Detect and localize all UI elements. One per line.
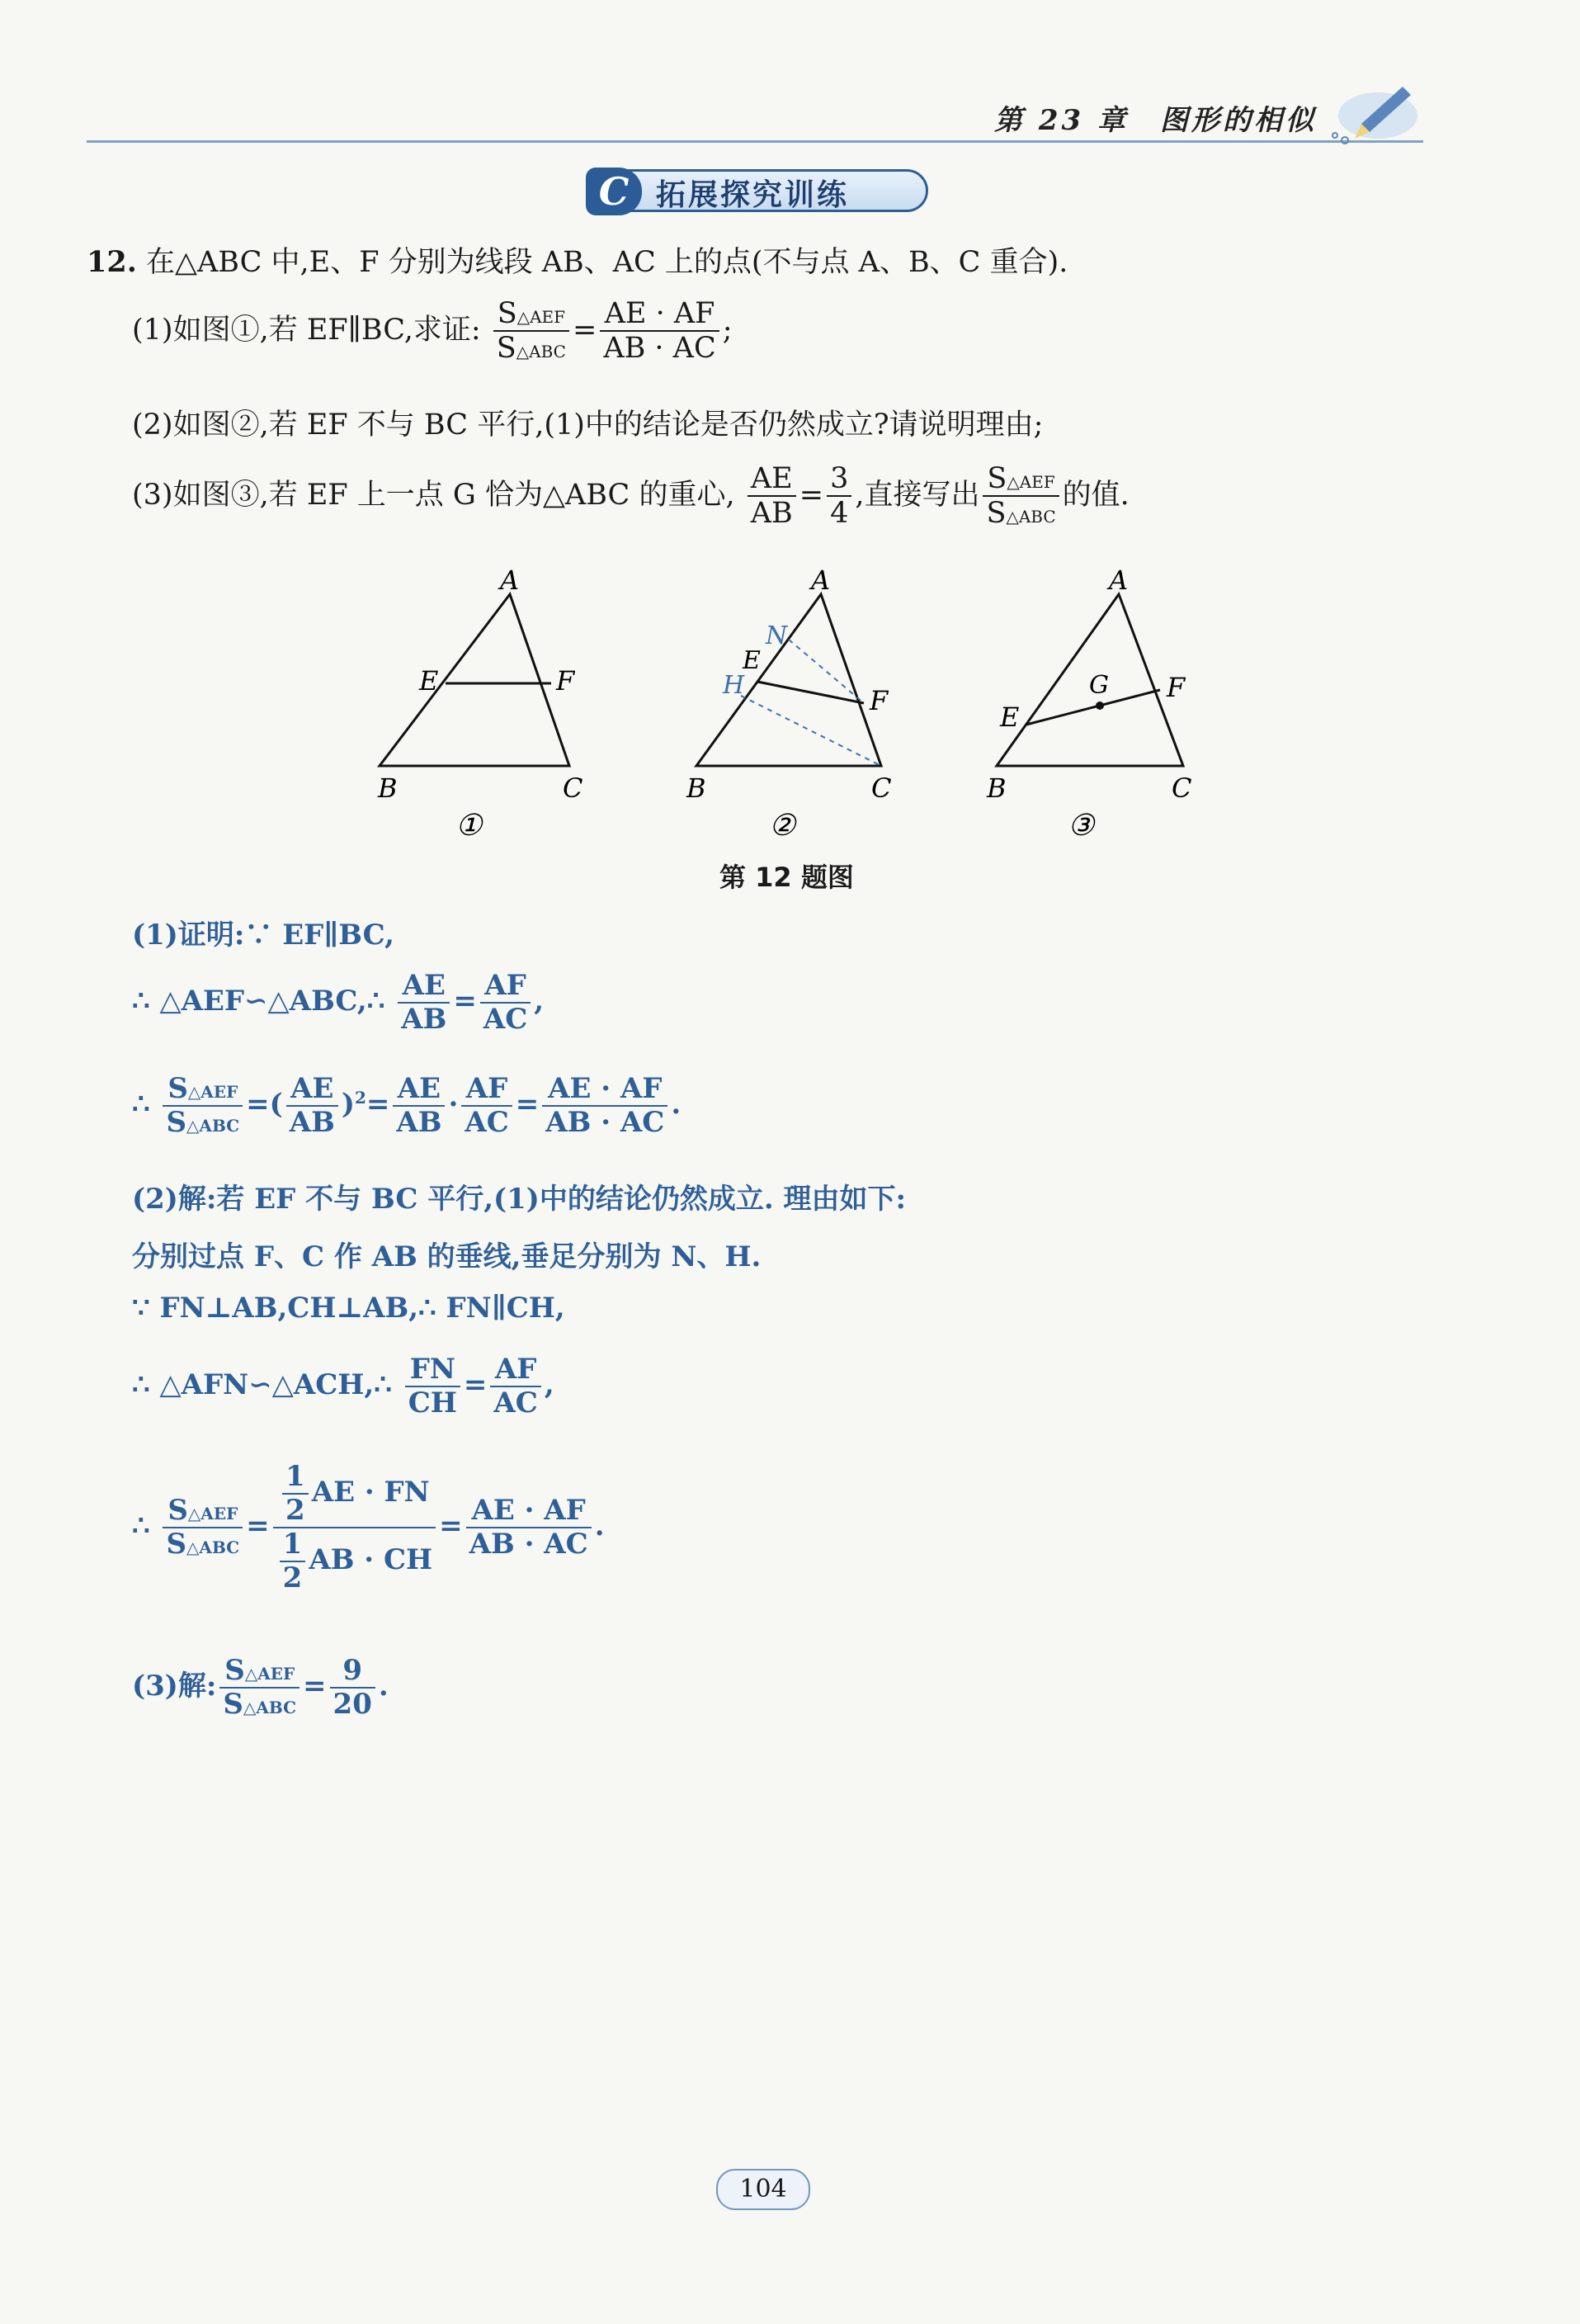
label-b: B [686,772,706,804]
part2-statement: (2)如图②,若 EF 不与 BC 平行,(1)中的结论是否仍然成立?请说明理由; [132,409,1044,442]
fraction-numerator: 1 [280,1528,306,1562]
figure-number-2: ② [769,809,796,843]
fraction-denominator: 20 [333,1688,372,1722]
figure-number-3: ③ [1068,809,1095,843]
header-rule [87,140,1423,143]
label-e: E [1000,701,1020,733]
fraction-denominator: 4 [830,497,849,531]
area-ratio-fraction [163,1495,243,1561]
chapter-header: 第 23 章 图形的相似 [994,104,1317,137]
part1-prefix: (1)如图①,若 EF∥BC,求证: [132,313,481,347]
figure-2 [686,564,891,843]
s-subscript: △ABC [186,1116,240,1136]
label-c: C [563,772,583,804]
s-letter: S [497,297,517,330]
fraction-numerator: AE [398,970,450,1004]
section-badge: C [586,168,642,215]
s-letter: S [496,332,516,366]
figure-caption: 第 12 题图 [719,862,854,893]
label-c: C [871,772,892,804]
fraction [393,1073,445,1139]
label-g: G [1089,671,1109,700]
answer-1-line-1: (1)证明:∵ EF∥BC, [132,919,394,952]
label-b: B [987,772,1007,804]
fraction-denominator: AB [289,1106,335,1140]
fraction-numerator: AF [461,1073,512,1107]
part1-lhs-fraction [493,297,569,366]
perpendicular-fn [789,640,864,703]
s-letter: S [166,1106,187,1140]
s-letter: S [224,1654,245,1687]
fraction-denominator: AB [401,1003,447,1037]
half-fraction [282,1461,309,1527]
numerator-tail: AE · FN [311,1476,430,1509]
fraction-denominator: AC [465,1106,509,1140]
line-prefix: ∴ △AFN∽△ACH,∴ [132,1368,392,1402]
fraction-denominator: 2 [285,1494,305,1528]
s-letter: S [166,1528,187,1561]
line-prefix: ∴ △AEF∽△ABC,∴ [132,985,385,1018]
fraction-numerator: AE [393,1073,445,1107]
s-subscript: △AEF [187,1504,238,1524]
s-letter: S [223,1688,243,1722]
answer-value-fraction [330,1655,375,1721]
answer-2-line-5: ∴ $\frac{\text{S△AEF}}{\text{S△ABC}}$ = $\frac{1}{2}$ AE · FN $\frac{1}{2}$ AB · CH = $\frac{AE \cdot AF}{AB \cdot AC}$ . [132,1460,605,1595]
label-c: C [1172,772,1192,804]
part1-rhs-fraction [600,297,719,366]
answer-2-line-1: (2)解:若 EF 不与 BC 平行,(1)中的结论仍然成立. 理由如下: [132,1183,907,1216]
fraction-numerator: AE · AF [466,1495,592,1528]
denominator-tail: AB · CH [309,1543,433,1577]
compound-fraction [273,1461,436,1594]
line-prefix: ∴ [132,1088,150,1122]
part3-prefix: (3)如图③,若 EF 上一点 G 恰为△ABC 的重心, [132,478,735,512]
problem-stem: 在△ABC 中,E、F 分别为线段 AB、AC 上的点(不与点 A、B、C 重合). [146,246,1068,279]
s-letter: S [986,497,1007,531]
answer-2-line-2: 分别过点 F、C 作 AB 的垂线,垂足分别为 N、H. [132,1240,762,1273]
fraction-denominator: AC [493,1386,538,1420]
fraction-denominator: AB [396,1106,442,1140]
fraction-denominator: AB [750,497,793,531]
s-subscript: △AEF [516,307,566,327]
line-prefix: (3)解: [132,1670,217,1703]
fraction-denominator: AB · AC [603,332,716,366]
label-a: A [500,564,520,596]
s-subscript: △AEF [244,1664,295,1684]
problem-number: 12. [87,245,137,279]
pencil-decoration-icon [1328,66,1427,149]
label-f: F [1167,672,1186,703]
label-a: A [1109,564,1129,596]
area-ratio-fraction [163,1073,243,1139]
fraction [398,970,450,1036]
s-subscript: △AEF [187,1082,238,1102]
exponent: 2 [354,1087,366,1108]
answer-1-line-3: ∴ $\frac{\text{S△AEF}}{\text{S△ABC}}$ =( $\frac{AE}{AB}$ )$^2$= $\frac{AE}{AB}$ · $\frac{AF}{AC}$ = $\frac{AE \cdot AF}{AB \cdot AC}$ . [132,1072,682,1140]
part3-ratio-fraction [748,462,796,531]
s-subscript: △ABC [186,1538,240,1558]
label-f: F [556,665,575,697]
fraction-numerator: FN [405,1353,460,1387]
label-n: N [766,621,788,650]
part3-area-fraction [983,462,1059,531]
fraction [466,1495,592,1561]
fraction-numerator: 1 [282,1461,309,1495]
fraction-numerator: AE [748,462,796,497]
fraction-numerator: AE [286,1073,338,1107]
fraction-denominator: 2 [282,1561,303,1595]
answer-2-line-3: ∵ FN⊥AB,CH⊥AB,∴ FN∥CH, [132,1292,565,1325]
fraction-numerator: 9 [330,1655,375,1689]
label-f: F [870,685,889,716]
fraction [461,1073,512,1139]
fraction [490,1353,540,1419]
s-subscript: △ABC [516,342,566,362]
area-ratio-fraction [219,1655,299,1721]
centroid-g [1096,701,1104,710]
label-e: E [419,665,439,697]
label-h: H [723,671,745,700]
answer-2-line-4: ∴ △AFN∽△ACH,∴ $\frac{FN}{CH}$ = $\frac{AF}{AC}$ , [132,1353,554,1420]
fraction-denominator: AB · AC [469,1528,588,1561]
fraction-denominator: AC [483,1003,528,1037]
figures-group [347,561,1254,858]
part3-suffix: 的值. [1062,478,1130,512]
half-fraction [280,1528,306,1594]
figure-1 [377,564,582,843]
fraction-numerator: AE · AF [542,1073,667,1107]
figure-number-1: ① [455,809,483,843]
part1-statement: (1)如图①,若 EF∥BC,求证: $\frac{\text{S△AEF}}{\text{S△ABC}}$ = $\frac{AE \cdot AF}{AB \cdot AC}$ ; [132,297,733,366]
fraction-numerator: AE · AF [600,297,719,332]
s-subscript: △ABC [243,1698,297,1718]
part1-suffix: ; [722,313,733,347]
answer-1-line-2: ∴ △AEF∽△ABC,∴ $\frac{AE}{AB}$ = $\frac{AF}{AC}$ , [132,969,545,1037]
fraction [405,1353,460,1419]
fraction-denominator: AB · AC [545,1106,665,1140]
part3-value-fraction [827,462,851,531]
part3-statement: (3)如图③,若 EF 上一点 G 恰为△ABC 的重心, $\frac{AE}{AB}$ = $\frac{3}{4}$ ,直接写出 $\frac{\text{S△AEF}}{\text{S△ABC}}$ 的值. [132,462,1130,531]
answer-3: (3)解: $\frac{\text{S△AEF}}{\text{S△ABC}}$ = $\frac{9}{20}$ . [132,1654,389,1722]
fraction-numerator: AF [480,970,531,1004]
figure-3 [986,564,1191,843]
s-letter: S [167,1494,188,1528]
s-subscript: △AEF [1007,472,1055,492]
label-a: A [811,564,831,596]
fraction [542,1073,667,1139]
segment-ef [757,682,864,703]
fraction [286,1073,338,1139]
s-letter: S [987,462,1007,495]
fraction-numerator: AF [490,1353,540,1387]
page-number: 104 [716,2169,810,2210]
fraction-numerator: 3 [827,462,851,497]
s-subscript: △ABC [1006,507,1056,527]
label-b: B [378,772,398,804]
line-prefix: ∴ [132,1509,150,1543]
section-title: 拓展探究训练 [656,178,850,212]
fraction [480,970,531,1036]
part3-mid: ,直接写出 [855,478,980,512]
problem-stem-line [87,239,1068,281]
label-e: E [743,646,761,675]
s-letter: S [167,1072,188,1105]
fraction-denominator: CH [408,1386,457,1420]
